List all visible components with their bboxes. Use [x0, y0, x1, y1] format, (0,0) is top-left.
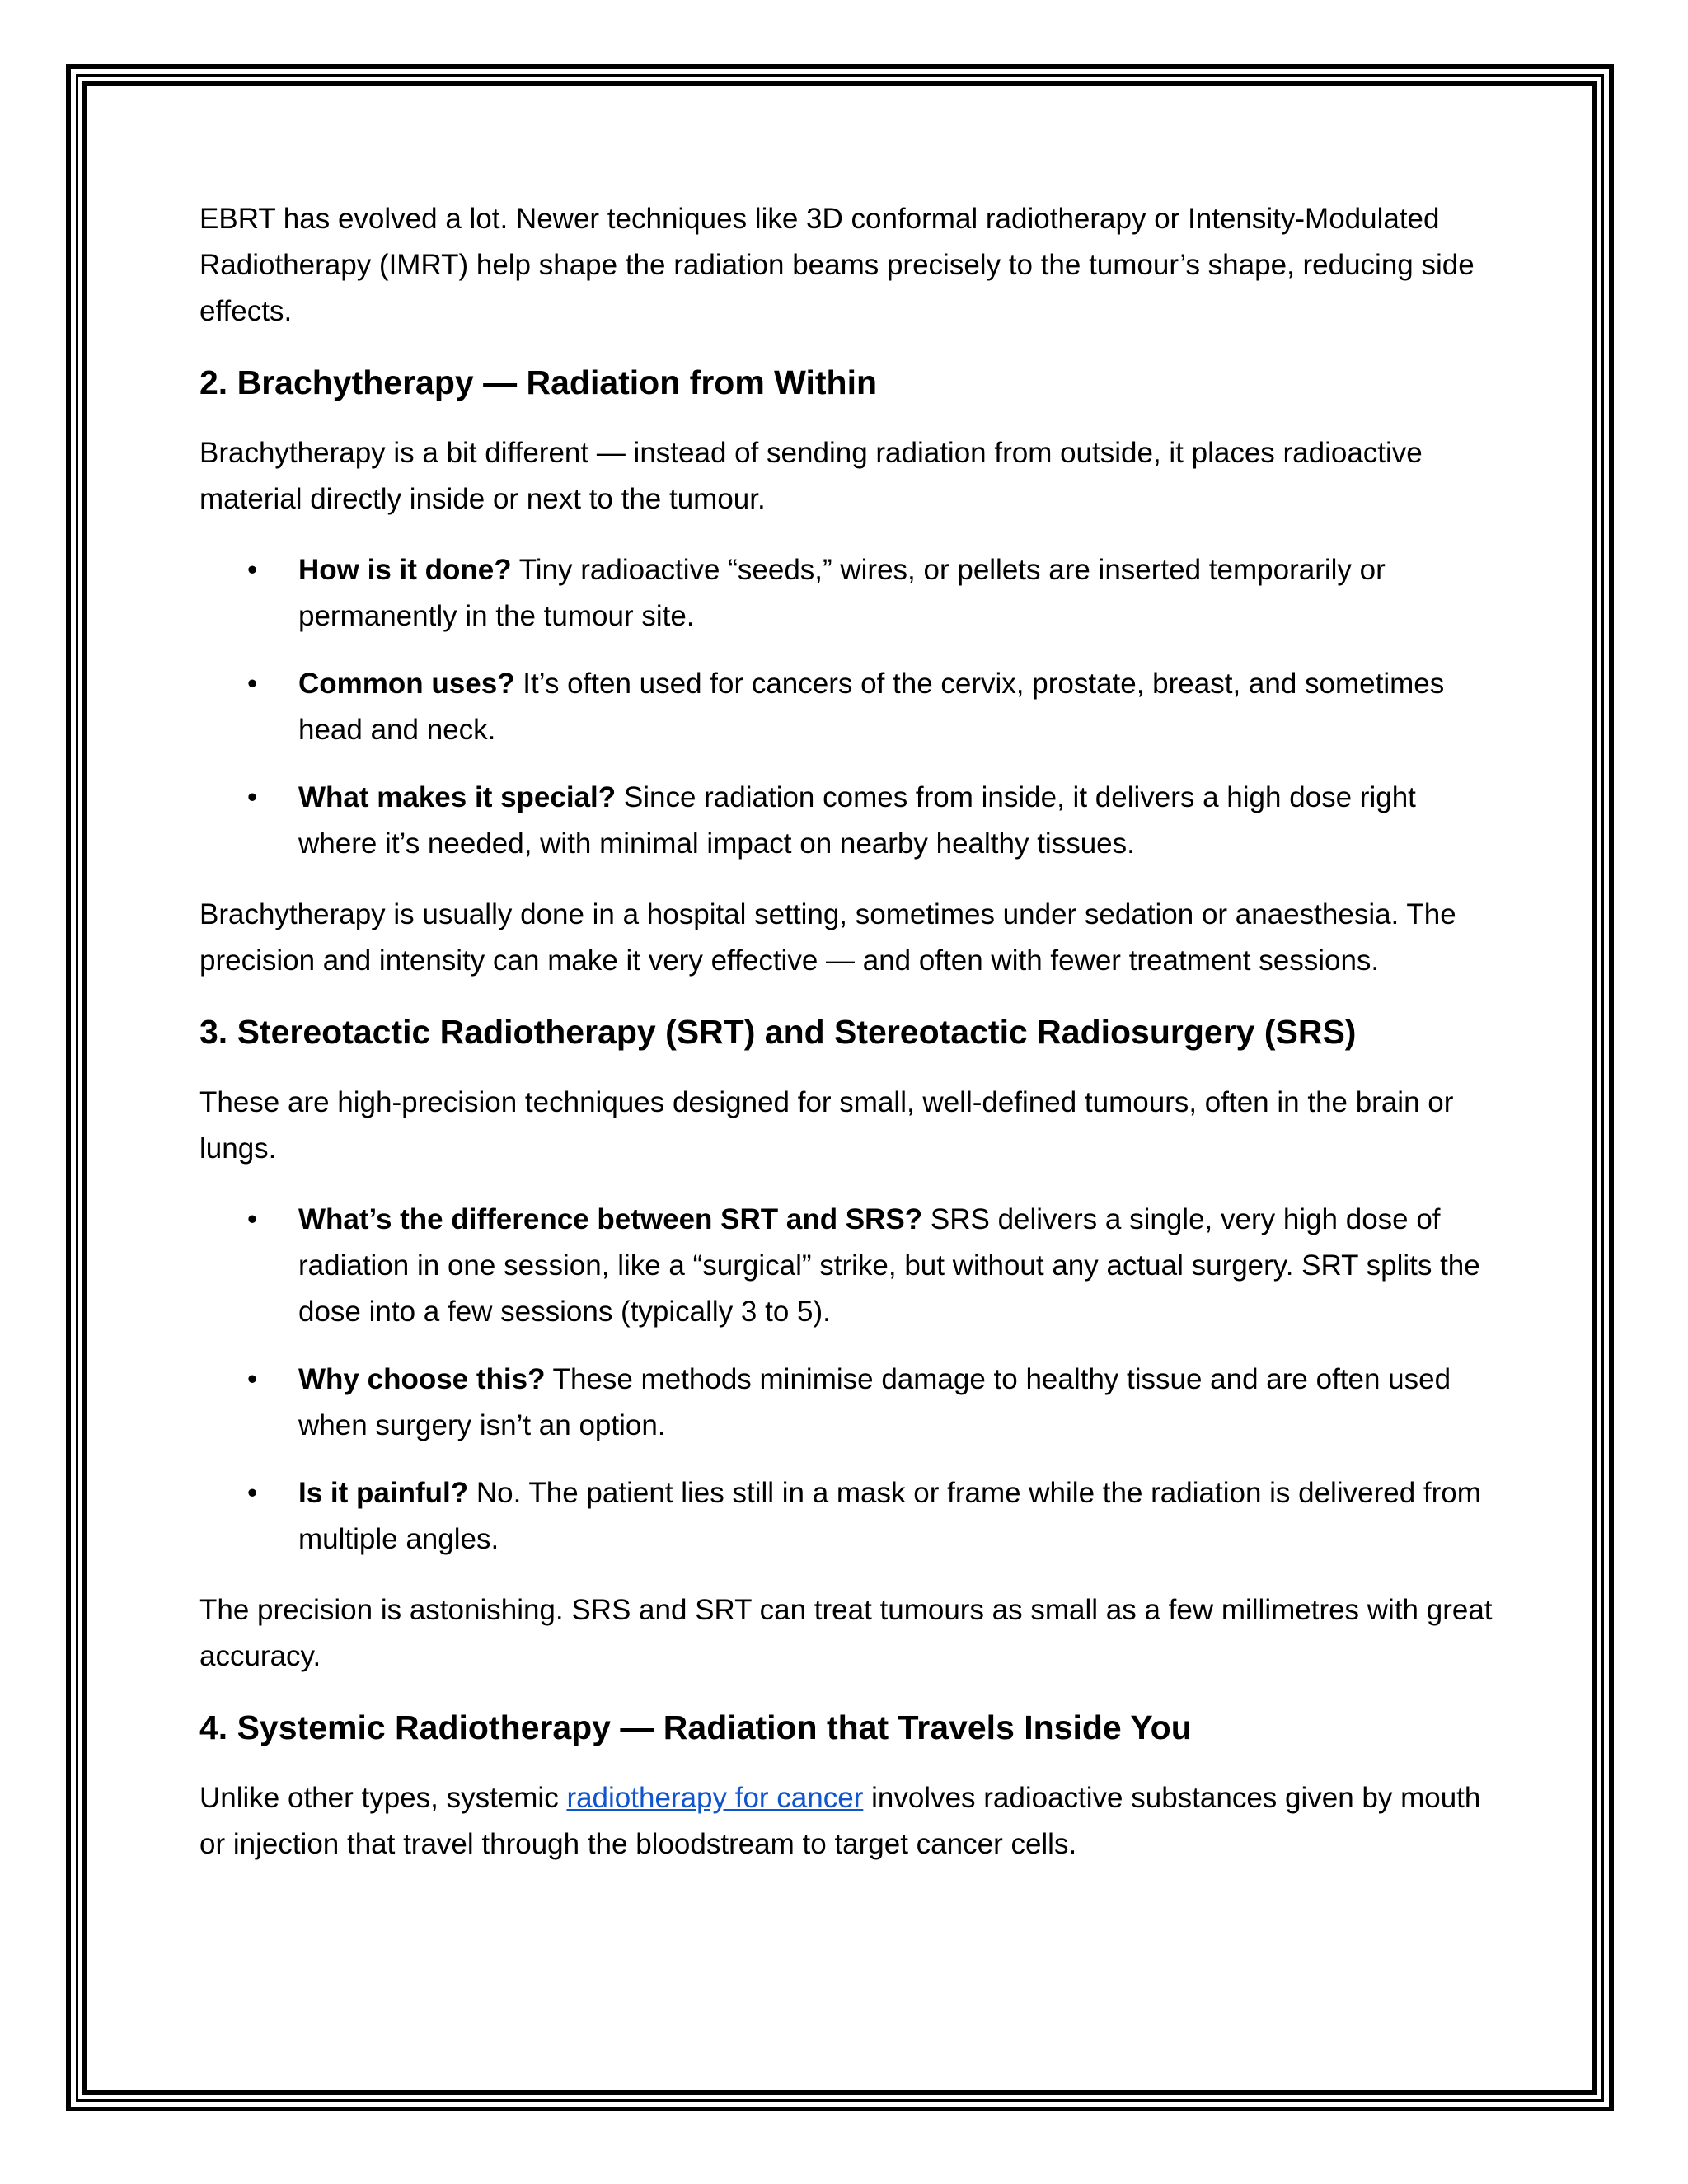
list-item-text: Tiny radioactive “seeds,” wires, or pellets are inserted temporarily or permanently in the tumour site. — [298, 554, 1386, 632]
radiotherapy-for-cancer-link[interactable]: radiotherapy for cancer — [566, 1782, 864, 1814]
list-item — [199, 1197, 1502, 1335]
list-item — [199, 1470, 1502, 1563]
section-4-intro-before: Unlike other types, systemic — [199, 1782, 567, 1814]
document-body — [199, 196, 1502, 1892]
list-item — [199, 547, 1502, 640]
list-item — [199, 661, 1502, 753]
list-item-term: What’s the difference between SRT and SRS? — [298, 1203, 923, 1235]
section-4-heading: 4. Systemic Radiotherapy — Radiation that Travels Inside You — [199, 1708, 1192, 1746]
bullet-icon: • — [247, 554, 258, 586]
section-2-heading: 2. Brachytherapy — Radiation from Within — [199, 363, 878, 401]
section-2-outro: Brachytherapy is usually done in a hospital setting, sometimes under sedation or anaesthesia. The precision and intensity can make it very effective — and often with fewer treatment sessions. — [199, 898, 1456, 977]
list-item — [199, 1357, 1502, 1449]
list-item-term: What makes it special? — [298, 781, 617, 813]
section-3-outro: The precision is astonishing. SRS and SRT can treat tumours as small as a few millimetres with great accuracy. — [199, 1594, 1493, 1672]
section-4-intro — [199, 1775, 1502, 1868]
list-item-term: Why choose this? — [298, 1363, 546, 1395]
bullet-icon: • — [247, 1477, 258, 1509]
bullet-icon: • — [247, 781, 258, 813]
list-item-term: Common uses? — [298, 668, 515, 700]
list-item-text: SRS delivers a single, very high dose of radiation in one session, like a “surgical” strike, but without any actual surgery. SRT splits the dose into a few sessions (typically 3 to 5). — [298, 1203, 1480, 1328]
list-item-text: It’s often used for cancers of the cervix, prostate, breast, and sometimes head and neck. — [298, 668, 1445, 746]
list-item — [199, 775, 1502, 867]
list-item-term: Is it painful? — [298, 1477, 469, 1509]
section-3-heading: 3. Stereotactic Radiotherapy (SRT) and Stereotactic Radiosurgery (SRS) — [199, 1013, 1357, 1051]
section-2-bullet-list — [199, 547, 1502, 867]
section-3-bullet-list — [199, 1197, 1502, 1563]
list-item-term: How is it done? — [298, 554, 512, 586]
bullet-icon: • — [247, 1203, 258, 1235]
bullet-icon: • — [247, 668, 258, 700]
bullet-icon: • — [247, 1363, 258, 1395]
intro-paragraph: EBRT has evolved a lot. Newer techniques like 3D conformal radiotherapy or Intensity-Modulated Radiotherapy (IMRT) help shape the radiation beams precisely to the tumour’s shape, reducing side effects. — [199, 203, 1475, 327]
section-2-intro: Brachytherapy is a bit different — instead of sending radiation from outside, it places radioactive material directly inside or next to the tumour. — [199, 437, 1423, 515]
section-4-intro-after: involves radioactive substances given by mouth or injection that travel through the bloodstream to target cancer cells. — [199, 1782, 1481, 1860]
list-item-text: These methods minimise damage to healthy tissue and are often used when surgery isn’t an option. — [298, 1363, 1451, 1441]
list-item-text: Since radiation comes from inside, it delivers a high dose right where it’s needed, with minimal impact on nearby healthy tissues. — [298, 781, 1416, 860]
list-item-text: No. The patient lies still in a mask or frame while the radiation is delivered from multiple angles. — [298, 1477, 1481, 1555]
section-3-intro: These are high-precision techniques designed for small, well-defined tumours, often in the brain or lungs. — [199, 1086, 1454, 1165]
